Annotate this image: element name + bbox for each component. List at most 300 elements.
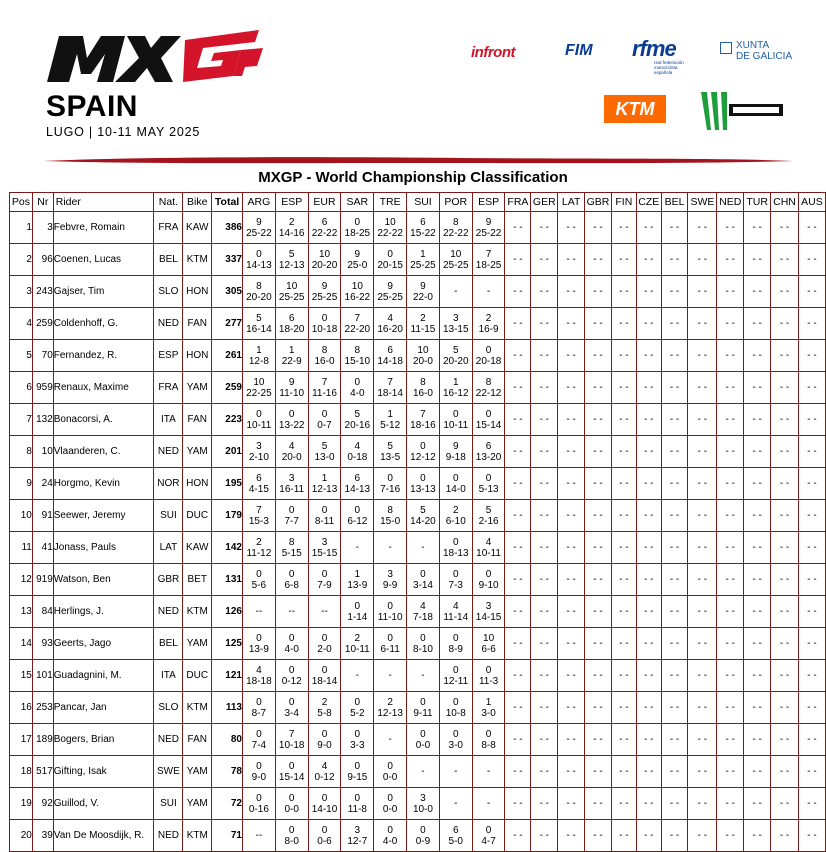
race-result-empty: - - <box>636 212 661 244</box>
race-result <box>308 276 341 308</box>
race-positions: 6-10 <box>445 515 466 527</box>
row-number: 93 <box>32 628 53 660</box>
row-number: 959 <box>32 372 53 404</box>
race-result-empty: - - <box>688 212 717 244</box>
race-points: 0 <box>387 792 393 804</box>
race-points: 0 <box>288 504 295 516</box>
col-header-round: ARG <box>242 193 275 212</box>
row-bike: YAM <box>183 756 212 788</box>
fim-logo: FIM <box>565 42 593 59</box>
race-result <box>242 500 275 532</box>
race-positions: 7-7 <box>284 515 299 527</box>
race-result-empty: - - <box>661 308 688 340</box>
race-positions: 4-15 <box>248 483 269 495</box>
race-result-empty: - - <box>771 212 799 244</box>
race-result-empty: - - <box>505 308 531 340</box>
race-result-empty: - - <box>505 372 531 404</box>
row-bike: KAW <box>183 212 212 244</box>
race-positions: 15-14 <box>475 419 502 431</box>
race-result-empty: - - <box>611 468 636 500</box>
race-result-empty: - - <box>688 244 717 276</box>
race-result-empty: - - <box>585 340 612 372</box>
race-result <box>275 724 308 756</box>
race-positions: 25-0 <box>347 259 368 271</box>
race-result-empty: - - <box>744 564 771 596</box>
race-positions: 22-9 <box>281 355 302 367</box>
race-points: 7 <box>256 504 262 516</box>
race-points: 8 <box>387 504 393 516</box>
race-result-empty: - - <box>717 276 744 308</box>
race-result-empty: - - <box>585 756 612 788</box>
race-result-empty: - - <box>688 724 717 756</box>
race-positions: 5-2 <box>350 707 365 719</box>
race-points: 0 <box>321 728 328 740</box>
race-result <box>341 788 374 820</box>
table-row <box>10 660 826 692</box>
race-points: 0 <box>321 568 328 580</box>
row-bike: KTM <box>183 244 212 276</box>
race-result <box>308 564 341 596</box>
race-points: 0 <box>321 664 328 676</box>
race-points: 8 <box>420 376 426 388</box>
xunta-logo: XUNTA DE GALICIA <box>736 40 793 62</box>
race-result <box>439 500 472 532</box>
race-points: 6 <box>485 440 492 452</box>
race-result-empty: - - <box>585 436 612 468</box>
row-bike: YAM <box>183 628 212 660</box>
race-points: 4 <box>387 312 393 324</box>
race-positions: 5-15 <box>281 547 302 559</box>
race-result-empty: - - <box>611 340 636 372</box>
race-points: 0 <box>452 408 459 420</box>
race-result-empty: - - <box>717 788 744 820</box>
race-points: 0 <box>387 632 393 644</box>
race-points: 0 <box>288 824 295 836</box>
race-positions: 6-8 <box>284 579 299 591</box>
race-points: - <box>388 542 392 553</box>
race-positions: 12-7 <box>347 835 368 847</box>
race-points: 10 <box>253 376 265 388</box>
race-result <box>472 564 505 596</box>
race-points: 6 <box>420 216 426 228</box>
race-positions: 22-22 <box>311 227 338 239</box>
race-points: 0 <box>354 376 361 388</box>
race-result <box>472 308 505 340</box>
race-result <box>308 692 341 724</box>
race-result-empty: - - <box>585 596 612 628</box>
race-result <box>308 404 341 436</box>
race-result <box>439 372 472 404</box>
table-row <box>10 404 826 436</box>
race-result <box>242 628 275 660</box>
row-number: 10 <box>32 436 53 468</box>
race-result-empty: - - <box>558 468 585 500</box>
row-pos: 6 <box>10 372 33 404</box>
race-points: 0 <box>485 728 492 740</box>
race-result-empty: - - <box>636 308 661 340</box>
race-positions: 0-0 <box>382 771 398 783</box>
race-result-empty: - - <box>558 212 585 244</box>
race-positions: 11-3 <box>478 675 499 687</box>
race-result-empty: - - <box>531 468 558 500</box>
race-points: 8 <box>452 216 459 228</box>
race-positions: 10-8 <box>445 707 466 719</box>
race-result-empty: - - <box>661 564 688 596</box>
race-result <box>374 308 407 340</box>
race-points: 9 <box>485 216 492 228</box>
race-points: 1 <box>354 568 361 580</box>
race-result-empty: - - <box>688 436 717 468</box>
race-result <box>472 500 505 532</box>
race-points: 2 <box>420 312 426 324</box>
race-result-empty: - - <box>636 340 661 372</box>
race-points: -- <box>321 606 328 617</box>
race-result-empty: - - <box>505 596 531 628</box>
row-nationality: BEL <box>154 244 183 276</box>
race-positions: 5-6 <box>251 579 267 591</box>
race-positions: 5-12 <box>380 419 401 431</box>
race-result-empty: - - <box>798 244 825 276</box>
race-result-empty: - - <box>505 692 531 724</box>
race-result-empty: - - <box>798 436 825 468</box>
race-result-empty: - - <box>505 756 531 788</box>
race-result-empty: - - <box>585 372 612 404</box>
race-result <box>374 212 407 244</box>
race-result <box>308 372 341 404</box>
race-points: 0 <box>256 568 262 580</box>
race-positions: 20-20 <box>442 355 469 367</box>
race-positions: 10-11 <box>443 419 469 431</box>
race-positions: 8-7 <box>251 707 267 719</box>
table-row <box>10 308 826 340</box>
race-result-empty: - - <box>585 500 612 532</box>
race-points: 7 <box>420 408 426 420</box>
race-result <box>275 340 308 372</box>
race-result <box>407 436 440 468</box>
race-result <box>374 500 407 532</box>
race-positions: 14-13 <box>344 483 371 495</box>
race-points: 10 <box>318 248 331 260</box>
race-points: 0 <box>354 792 361 804</box>
race-result-empty: - - <box>505 468 531 500</box>
race-result-empty: - - <box>531 372 558 404</box>
race-positions: 9-18 <box>445 451 466 463</box>
col-header-round: CZE <box>636 193 661 212</box>
table-row <box>10 212 826 244</box>
row-rider: Renaux, Maxime <box>53 372 154 404</box>
race-positions: 8-0 <box>284 835 299 847</box>
race-points: 0 <box>485 344 492 356</box>
race-result <box>308 244 341 276</box>
race-positions: 0-0 <box>284 803 299 815</box>
race-result-empty: - - <box>661 660 688 692</box>
race-result-empty: - - <box>798 628 825 660</box>
row-bike: FAN <box>183 724 212 756</box>
race-points: 8 <box>256 280 262 292</box>
race-positions: 3-0 <box>481 707 496 719</box>
race-result <box>374 596 407 628</box>
race-positions: 2-0 <box>317 643 332 655</box>
header <box>0 0 826 165</box>
race-points: 10 <box>384 216 396 228</box>
race-points: 3 <box>387 568 393 580</box>
race-positions: 14-20 <box>410 515 436 527</box>
race-positions: 7-9 <box>317 579 332 591</box>
race-result-empty: - - <box>771 276 799 308</box>
race-result-empty: - - <box>505 660 531 692</box>
race-result <box>407 276 440 308</box>
race-result-empty: - - <box>717 820 744 852</box>
race-result-empty: - - <box>505 788 531 820</box>
race-result <box>341 244 374 276</box>
race-points: 0 <box>354 696 361 708</box>
race-result <box>308 596 341 628</box>
race-result <box>341 436 374 468</box>
race-result-empty: - - <box>798 788 825 820</box>
race-result-empty: - - <box>771 628 799 660</box>
race-result-empty: - - <box>717 244 744 276</box>
race-result <box>407 212 440 244</box>
race-points: 2 <box>387 696 393 708</box>
row-nationality: SLO <box>154 692 183 724</box>
race-positions: 8-11 <box>314 515 335 527</box>
race-points: 0 <box>387 824 393 836</box>
race-result <box>275 628 308 660</box>
race-positions: 10-11 <box>344 643 370 655</box>
race-points: 5 <box>288 248 295 260</box>
row-bike: HON <box>183 340 212 372</box>
race-points: 1 <box>387 408 393 420</box>
table-header-row <box>10 193 826 212</box>
table-row <box>10 532 826 564</box>
race-result-empty: - - <box>744 756 771 788</box>
race-result-empty: - - <box>744 820 771 852</box>
race-points: 0 <box>288 792 295 804</box>
race-result-empty: - - <box>744 788 771 820</box>
race-result <box>472 404 505 436</box>
race-points: 0 <box>256 632 262 644</box>
race-points: 0 <box>387 600 393 612</box>
race-result-empty: - - <box>636 564 661 596</box>
race-result-empty: - - <box>558 404 585 436</box>
race-result-empty: - - <box>661 500 688 532</box>
race-points: 0 <box>420 728 426 740</box>
row-rider: Coenen, Lucas <box>53 244 154 276</box>
race-positions: 22-12 <box>475 387 502 399</box>
race-result-empty: - - <box>636 468 661 500</box>
race-positions: 0-12 <box>314 771 335 783</box>
race-positions: 15-14 <box>278 771 305 783</box>
race-result <box>472 756 505 788</box>
race-points: 6 <box>288 312 295 324</box>
col-header-round: POR <box>439 193 472 212</box>
race-result-empty: - - <box>636 628 661 660</box>
race-result <box>374 756 407 788</box>
table-row <box>10 628 826 660</box>
race-result <box>374 628 407 660</box>
race-result-empty: - - <box>744 692 771 724</box>
race-points: 1 <box>321 472 328 484</box>
race-result-empty: - - <box>611 788 636 820</box>
race-points: 0 <box>387 248 393 260</box>
race-result <box>472 340 505 372</box>
row-total: 71 <box>212 820 243 852</box>
race-result-empty: - - <box>771 500 799 532</box>
race-result-empty: - - <box>798 500 825 532</box>
row-nationality: NED <box>154 436 183 468</box>
row-pos: 2 <box>10 244 33 276</box>
race-points: 0 <box>452 472 459 484</box>
race-points: 10 <box>450 248 462 260</box>
ktm-logo: KTM <box>604 95 666 123</box>
race-result-empty: - - <box>661 340 688 372</box>
race-result-empty: - - <box>611 276 636 308</box>
race-result <box>407 308 440 340</box>
race-points: 9 <box>256 216 262 228</box>
race-result <box>341 276 374 308</box>
race-result <box>407 692 440 724</box>
row-total: 261 <box>212 340 243 372</box>
race-result <box>341 404 374 436</box>
race-points: - <box>355 670 359 681</box>
race-positions: 18-25 <box>475 259 502 271</box>
race-result-empty: - - <box>531 308 558 340</box>
table-row <box>10 820 826 852</box>
monster-energy-logo <box>697 88 785 134</box>
table-row <box>10 436 826 468</box>
race-points: 8 <box>485 376 492 388</box>
col-header-round: NED <box>717 193 744 212</box>
race-result-empty: - - <box>505 244 531 276</box>
race-result-empty: - - <box>661 404 688 436</box>
race-result <box>439 468 472 500</box>
race-points: 0 <box>256 728 262 740</box>
race-result <box>439 308 472 340</box>
race-result-empty: - - <box>771 820 799 852</box>
race-result <box>308 756 341 788</box>
race-points: 0 <box>420 472 426 484</box>
race-result-empty: - - <box>531 500 558 532</box>
race-points: 7 <box>354 312 361 324</box>
race-result-empty: - - <box>505 628 531 660</box>
row-nationality: SUI <box>154 500 183 532</box>
race-positions: 0-16 <box>248 803 269 815</box>
race-positions: 20-0 <box>412 355 433 367</box>
row-number: 41 <box>32 532 53 564</box>
race-positions: 25-25 <box>442 259 469 271</box>
col-header-round: BEL <box>661 193 688 212</box>
race-result-empty: - - <box>717 564 744 596</box>
race-result <box>242 372 275 404</box>
race-result-empty: - - <box>798 660 825 692</box>
race-result <box>472 692 505 724</box>
race-result-empty: - - <box>585 564 612 596</box>
race-points: - <box>486 766 491 777</box>
race-positions: 20-16 <box>344 419 371 431</box>
race-points: 4 <box>288 440 295 452</box>
race-positions: 1-14 <box>347 611 368 623</box>
col-header-nat: Nat. <box>154 193 183 212</box>
row-total: 78 <box>212 756 243 788</box>
race-result-empty: - - <box>505 724 531 756</box>
race-positions: 5-13 <box>478 483 499 495</box>
row-rider: Coldenhoff, G. <box>53 308 154 340</box>
row-total: 337 <box>212 244 243 276</box>
row-total: 195 <box>212 468 243 500</box>
col-header-round: TRE <box>374 193 407 212</box>
race-points: 5 <box>256 312 262 324</box>
race-points: - <box>454 798 458 809</box>
row-rider: Guillod, V. <box>53 788 154 820</box>
race-points: 1 <box>420 248 426 260</box>
race-result-empty: - - <box>771 788 799 820</box>
race-positions: 18-20 <box>278 323 305 335</box>
race-points: 0 <box>288 696 295 708</box>
row-bike: KTM <box>183 692 212 724</box>
race-result-empty: - - <box>688 628 717 660</box>
race-points: -- <box>255 606 263 617</box>
race-result <box>341 212 374 244</box>
race-points: 0 <box>485 568 492 580</box>
race-result <box>275 308 308 340</box>
race-result-empty: - - <box>531 724 558 756</box>
race-result-empty: - - <box>744 308 771 340</box>
race-result-empty: - - <box>611 628 636 660</box>
race-positions: 10-18 <box>311 323 338 335</box>
race-result-empty: - - <box>558 340 585 372</box>
race-result <box>341 724 374 756</box>
race-points: 6 <box>452 824 459 836</box>
row-rider: Herlings, J. <box>53 596 154 628</box>
race-result-empty: - - <box>798 308 825 340</box>
row-rider: Van De Moosdijk, R. <box>53 820 154 852</box>
race-positions: 10-11 <box>476 547 501 559</box>
race-positions: 15-0 <box>380 515 401 527</box>
race-points: 5 <box>354 408 361 420</box>
race-result-empty: - - <box>636 756 661 788</box>
row-number: 919 <box>32 564 53 596</box>
race-result-empty: - - <box>744 628 771 660</box>
row-bike: DUC <box>183 660 212 692</box>
race-result-empty: - - <box>558 628 585 660</box>
row-total: 113 <box>212 692 243 724</box>
race-points: 4 <box>354 440 361 452</box>
race-points: 0 <box>256 408 262 420</box>
event-subtitle: LUGO | 10-11 MAY 2025 <box>46 125 201 139</box>
row-total: 305 <box>212 276 243 308</box>
row-pos: 17 <box>10 724 33 756</box>
row-number: 243 <box>32 276 53 308</box>
race-points: -- <box>288 606 296 617</box>
row-total: 179 <box>212 500 243 532</box>
race-points: 5 <box>485 504 492 516</box>
row-pos: 1 <box>10 212 33 244</box>
race-result <box>275 596 308 628</box>
race-positions: 7-4 <box>251 739 267 751</box>
race-points: 3 <box>321 536 328 548</box>
row-nationality: SWE <box>154 756 183 788</box>
race-result <box>242 276 275 308</box>
race-result <box>275 500 308 532</box>
row-total: 223 <box>212 404 243 436</box>
race-result-empty: - - <box>661 212 688 244</box>
race-result-empty: - - <box>531 212 558 244</box>
race-positions: 25-25 <box>311 291 338 303</box>
race-result-empty: - - <box>558 276 585 308</box>
race-result <box>472 532 505 564</box>
row-nationality: NED <box>154 724 183 756</box>
race-result <box>275 276 308 308</box>
